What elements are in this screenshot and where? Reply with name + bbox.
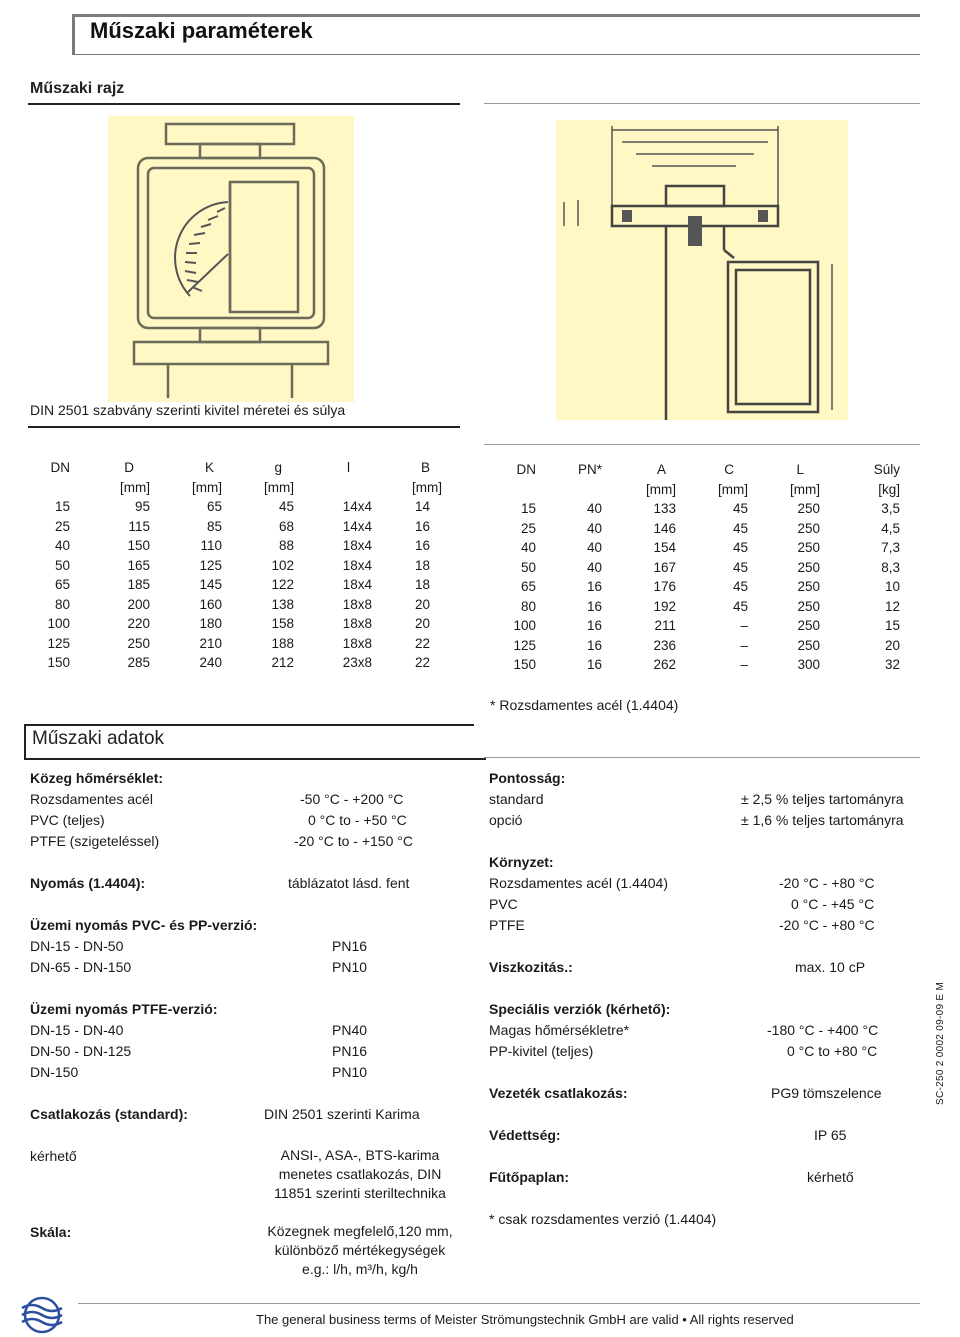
tech-data-right xyxy=(489,768,921,1230)
pn-header-l: L xyxy=(796,462,804,477)
din-table-cell: 18x8 xyxy=(342,635,372,651)
pn-header-pn: PN* xyxy=(577,462,602,477)
din-table-cell: 220 xyxy=(127,616,150,631)
din-table-cell: 100 xyxy=(47,616,70,631)
din-table-header-row xyxy=(30,458,442,478)
din-table-cell: 115 xyxy=(128,518,150,534)
pressure-row xyxy=(30,873,460,894)
scale-line: különböző mértékegységek xyxy=(274,1242,446,1258)
protection-label: Védettség: xyxy=(489,1127,561,1143)
pn-table-cell: 7,3 xyxy=(881,540,900,555)
din-table-cell: 45 xyxy=(278,499,294,514)
din-table-cell: 250 xyxy=(127,635,150,651)
pvc-pressure-title: Üzemi nyomás PVC- és PP-verzió: xyxy=(30,917,258,933)
din-unit-l xyxy=(294,478,372,498)
pn-table-cell: 3,5 xyxy=(881,501,900,516)
pn-table-row xyxy=(500,616,900,636)
special-version-value: 0 °C to +80 °C xyxy=(787,1043,878,1059)
temp-row xyxy=(30,831,460,852)
din-unit-d: [mm] xyxy=(120,479,150,495)
din-table-cell: 18x4 xyxy=(342,538,372,553)
pn-table-cell: – xyxy=(740,637,748,653)
drawing-section-title: Műszaki rajz xyxy=(30,80,125,97)
title-bottom-rule xyxy=(72,54,920,55)
din-table-cell: 188 xyxy=(271,635,294,651)
din-unit-b: [mm] xyxy=(412,479,442,495)
pn-table-cell: 32 xyxy=(884,657,900,672)
din-table-row xyxy=(30,556,442,576)
temp-value: -50 °C - +200 °C xyxy=(300,791,404,807)
pn-unit-a: [mm] xyxy=(646,481,676,497)
pvc-range: DN-15 - DN-50 xyxy=(30,938,124,954)
scale-label: Skála: xyxy=(30,1224,72,1240)
din-table-cell: 160 xyxy=(199,596,222,612)
din-table-cell: 65 xyxy=(54,577,70,592)
footer-rule xyxy=(78,1303,920,1304)
pn-table-cell: 154 xyxy=(653,540,676,555)
din-table-cell: 68 xyxy=(278,518,294,534)
din-table-cell: 285 xyxy=(127,655,150,670)
tech-data-top-rule xyxy=(24,724,474,726)
pn-table-cell: 8,3 xyxy=(881,559,900,575)
pn-table-cell: 176 xyxy=(653,579,676,594)
viscosity-label: Viszkozitás.: xyxy=(489,959,573,975)
din-table-cell: 22 xyxy=(414,655,430,670)
din-table-row xyxy=(30,634,442,654)
temp-label: PVC (teljes) xyxy=(30,812,105,828)
title-top-rule xyxy=(72,14,920,17)
page-title: Műszaki paraméterek xyxy=(90,18,313,43)
optional-values xyxy=(240,1146,480,1203)
pn-table-cell: 211 xyxy=(654,618,676,633)
din-table-cell: 16 xyxy=(414,538,430,553)
pn-table-cell: – xyxy=(740,657,748,672)
protection-row xyxy=(489,1125,921,1146)
ptfe-range: DN-50 - DN-125 xyxy=(30,1043,132,1059)
scale-line: e.g.: l/h, m³/h, kg/h xyxy=(302,1261,418,1277)
ptfe-pressure-title: Üzemi nyomás PTFE-verzió: xyxy=(30,1001,218,1017)
pn-table-row xyxy=(500,655,900,675)
pn-table-cell: 12 xyxy=(884,598,900,614)
temp-value: -20 °C to - +150 °C xyxy=(294,833,413,849)
tech-data-header xyxy=(24,724,474,760)
temp-value: 0 °C to - +50 °C xyxy=(308,812,407,828)
pn-table-footnote: * Rozsdamentes acél (1.4404) xyxy=(490,697,679,713)
pn-header-weight: Súly xyxy=(873,462,900,477)
din-table-cell: 65 xyxy=(206,499,222,514)
pn-table-cell: 45 xyxy=(732,540,748,555)
environment-value: -20 °C - +80 °C xyxy=(779,917,875,933)
pn-table-cell: 80 xyxy=(520,598,536,614)
protection-value: IP 65 xyxy=(814,1127,847,1143)
accuracy-value: ± 2,5 % teljes tartományra xyxy=(741,791,904,807)
pn-table-cell: 15 xyxy=(884,618,900,633)
environment-value: -20 °C - +80 °C xyxy=(779,875,875,891)
pn-table-cell: 40 xyxy=(586,559,602,575)
din-table-row xyxy=(30,614,442,634)
din-table-cell: 20 xyxy=(414,616,430,631)
pn-table-cell: – xyxy=(740,618,748,633)
scale-values xyxy=(240,1222,480,1279)
ptfe-pressure-row xyxy=(30,1041,460,1062)
pn-table-row xyxy=(500,499,900,519)
connection-value: DIN 2501 szerinti Karima xyxy=(264,1106,420,1122)
pn-table-cell: 125 xyxy=(513,637,536,653)
din-table-row xyxy=(30,497,442,517)
pvc-pressure-row xyxy=(30,936,460,957)
temp-label: PTFE (szigeteléssel) xyxy=(30,833,160,849)
din-table-cell: 150 xyxy=(47,655,70,670)
special-version-label: PP-kivitel (teljes) xyxy=(489,1043,594,1059)
accuracy-title: Pontosság: xyxy=(489,770,566,786)
din-table-cell: 15 xyxy=(54,499,70,514)
page-title-bar xyxy=(72,14,920,48)
din-unit-g: [mm] xyxy=(264,479,294,495)
temp-title: Közeg hőmérséklet: xyxy=(30,770,164,786)
pn-table-cell: 45 xyxy=(732,559,748,575)
pn-table-cell: 15 xyxy=(520,501,536,516)
ptfe-pressure-row xyxy=(30,1062,460,1083)
pn-unit-weight: [kg] xyxy=(878,481,900,497)
din-table-cell: 18 xyxy=(414,557,430,573)
special-version-label: Magas hőmérsékletre* xyxy=(489,1022,630,1038)
din-table-cell: 95 xyxy=(134,499,150,514)
pn-table-cell: 45 xyxy=(732,598,748,614)
din-table-cell: 125 xyxy=(199,557,222,573)
drawing-title-rule-right xyxy=(484,103,920,104)
environment-label: PVC xyxy=(489,896,518,912)
pn-table-row xyxy=(500,558,900,578)
din-table-cell: 18 xyxy=(414,577,430,592)
pn-table-cell: 250 xyxy=(797,618,820,633)
accuracy-row xyxy=(489,789,921,810)
pn-table-cell: 16 xyxy=(586,637,602,653)
special-versions-title: Speciális verziók (kérhető): xyxy=(489,1001,671,1017)
special-version-value: -180 °C - +400 °C xyxy=(767,1022,879,1038)
pn-header-dn: DN xyxy=(516,462,536,477)
pn-table-cell: 150 xyxy=(513,657,536,672)
cable-label: Vezeték csatlakozás: xyxy=(489,1085,628,1101)
optional-label: kérhető xyxy=(30,1148,77,1164)
din-table-cell: 22 xyxy=(414,635,430,651)
pn-table-row xyxy=(500,577,900,597)
tech-data-title: Műszaki adatok xyxy=(32,728,165,749)
pn-table-cell: 40 xyxy=(586,520,602,536)
din-table-cell: 102 xyxy=(271,557,294,573)
din-table-cell: 18x4 xyxy=(342,557,372,573)
pressure-label: Nyomás (1.4404): xyxy=(30,875,146,891)
tech-data-left xyxy=(30,768,460,1282)
pn-table-cell: 40 xyxy=(586,540,602,555)
viscosity-value: max. 10 cP xyxy=(795,959,866,975)
pn-table-cell: 10 xyxy=(884,579,900,594)
ptfe-pn: PN10 xyxy=(332,1064,368,1080)
ptfe-range: DN-150 xyxy=(30,1064,79,1080)
din-table-cell: 110 xyxy=(200,538,222,553)
tech-data-right-rule xyxy=(484,757,920,758)
pvc-range: DN-65 - DN-150 xyxy=(30,959,132,975)
pressure-value: táblázatot lásd. fent xyxy=(288,875,410,891)
din-table-title-rule xyxy=(28,426,460,428)
din-table-cell: 122 xyxy=(271,577,294,592)
din-table-cell: 25 xyxy=(54,518,70,534)
pn-table-cell: 250 xyxy=(797,501,820,516)
din-unit-k: [mm] xyxy=(192,479,222,495)
accuracy-label: standard xyxy=(489,791,544,807)
din-header-k: K xyxy=(204,460,214,475)
pn-unit-pn xyxy=(536,480,602,500)
pn-header-a: A xyxy=(656,462,666,477)
din-table-cell: 138 xyxy=(271,596,294,612)
pn-table-cell: 250 xyxy=(797,520,820,536)
special-footnote: * csak rozsdamentes verzió (1.4404) xyxy=(489,1211,717,1227)
pn-table-cell: 16 xyxy=(586,579,602,594)
pn-table-cell: 45 xyxy=(732,520,748,536)
din-header-dn: DN xyxy=(50,460,70,475)
temp-row xyxy=(30,810,460,831)
environment-row xyxy=(489,873,921,894)
din-table-cell: 150 xyxy=(127,538,150,553)
pn-table-cell: 40 xyxy=(586,501,602,516)
accuracy-label: opció xyxy=(489,812,523,828)
optional-line: menetes csatlakozás, DIN xyxy=(278,1166,442,1182)
din-table-cell: 240 xyxy=(199,655,222,670)
pvc-pn: PN10 xyxy=(332,959,368,975)
heating-value: kérhető xyxy=(807,1169,854,1185)
pn-table-cell: 100 xyxy=(513,618,536,633)
pn-table-cell: 16 xyxy=(586,618,602,633)
pn-table-row xyxy=(500,597,900,617)
connection-label: Csatlakozás (standard): xyxy=(30,1106,188,1122)
pn-table-cell: 4,5 xyxy=(881,520,900,536)
pn-table-cell: 250 xyxy=(797,579,820,594)
din-table-row xyxy=(30,517,442,537)
ptfe-range: DN-15 - DN-40 xyxy=(30,1022,124,1038)
din-table-cell: 40 xyxy=(54,538,70,553)
din-table-cell: 80 xyxy=(54,596,70,612)
pn-table-cell: 262 xyxy=(653,657,676,672)
special-version-row xyxy=(489,1020,921,1041)
din-table-cell: 18x8 xyxy=(342,616,372,631)
optional-connection-row xyxy=(30,1146,460,1222)
din-table-title: DIN 2501 szabvány szerinti kivitel méretei és súlya xyxy=(30,402,346,418)
pn-table-row xyxy=(500,519,900,539)
footer-text: The general business terms of Meister Strömungstechnik GmbH are valid • All rights reserved xyxy=(256,1312,794,1327)
title-left-rule xyxy=(72,14,75,55)
pn-table-cell: 25 xyxy=(520,520,536,536)
pn-table-row xyxy=(500,538,900,558)
pn-table-top-rule xyxy=(484,444,920,445)
cable-value: PG9 tömszelence xyxy=(771,1085,882,1101)
din-table-cell: 20 xyxy=(414,596,430,612)
din-table-cell: 165 xyxy=(127,557,150,573)
temp-row xyxy=(30,789,460,810)
din-table-row xyxy=(30,595,442,615)
special-version-row xyxy=(489,1041,921,1062)
din-table-row xyxy=(30,536,442,556)
din-table-row xyxy=(30,653,442,673)
pvc-pn: PN16 xyxy=(332,938,368,954)
optional-line: ANSI-, ASA-, BTS-karima xyxy=(280,1147,440,1163)
pn-table-cell: 250 xyxy=(797,637,820,653)
front-view-drawing xyxy=(108,116,354,402)
din-dimension-table xyxy=(30,458,442,673)
environment-label: Rozsdamentes acél (1.4404) xyxy=(489,875,668,891)
din-table-cell: 18x4 xyxy=(342,577,372,592)
heating-label: Fűtőpaplan: xyxy=(489,1169,570,1185)
document-code: SC-250 2 0002 09-09 E M xyxy=(935,981,946,1105)
din-table-cell: 200 xyxy=(127,596,150,612)
scale-row xyxy=(30,1222,460,1282)
din-table-cell: 145 xyxy=(199,577,222,592)
din-table-unit-row xyxy=(30,478,442,498)
ptfe-pn: PN40 xyxy=(332,1022,368,1038)
pn-table-cell: 250 xyxy=(797,540,820,555)
pn-unit-l: [mm] xyxy=(790,481,820,497)
tech-data-left-rule xyxy=(24,724,26,758)
environment-row xyxy=(489,894,921,915)
company-logo-icon xyxy=(14,1296,70,1334)
din-table-cell: 16 xyxy=(414,518,430,534)
ptfe-pressure-row xyxy=(30,1020,460,1041)
pn-unit-c: [mm] xyxy=(718,481,748,497)
din-table-cell: 14 xyxy=(414,499,430,514)
din-table-cell: 23x8 xyxy=(342,655,372,670)
pn-table-cell: 16 xyxy=(586,598,602,614)
pn-table-cell: 20 xyxy=(884,637,900,653)
optional-line: 11851 szerinti steriltechnika xyxy=(274,1185,446,1201)
pn-table-header-row xyxy=(500,460,900,480)
din-table-cell: 85 xyxy=(206,518,222,534)
pn-table-cell: 167 xyxy=(653,559,676,575)
pvc-pressure-row xyxy=(30,957,460,978)
heating-row xyxy=(489,1167,921,1188)
accuracy-row xyxy=(489,810,921,831)
pn-table-cell: 40 xyxy=(520,540,536,555)
pn-header-c: C xyxy=(724,462,734,477)
din-unit-dn xyxy=(30,478,70,498)
tech-data-bottom-rule xyxy=(24,758,486,760)
pn-table-cell: 250 xyxy=(797,559,820,575)
pn-table-cell: 16 xyxy=(586,657,602,672)
din-table-cell: 14x4 xyxy=(342,499,372,514)
drawing-title-rule xyxy=(28,103,460,105)
din-table-cell: 185 xyxy=(127,577,150,592)
pn-unit-dn xyxy=(500,480,536,500)
environment-row xyxy=(489,915,921,936)
din-table-cell: 50 xyxy=(54,557,70,573)
din-table-row xyxy=(30,575,442,595)
pn-table-cell: 65 xyxy=(520,579,536,594)
pn-table-cell: 50 xyxy=(520,559,536,575)
din-table-cell: 158 xyxy=(271,616,294,631)
din-header-d: D xyxy=(124,460,134,475)
din-table-cell: 14x4 xyxy=(342,518,372,534)
viscosity-row xyxy=(489,957,921,978)
pn-table-cell: 250 xyxy=(797,598,820,614)
din-table-cell: 212 xyxy=(271,655,294,670)
scale-line: Közegnek megfelelő,120 mm, xyxy=(267,1223,453,1239)
accuracy-value: ± 1,6 % teljes tartományra xyxy=(741,812,904,828)
pn-table-unit-row xyxy=(500,480,900,500)
pn-table-row xyxy=(500,636,900,656)
pn-table-cell: 45 xyxy=(732,501,748,516)
environment-label: PTFE xyxy=(489,917,525,933)
pn-table-cell: 192 xyxy=(653,598,676,614)
ptfe-pn: PN16 xyxy=(332,1043,368,1059)
environment-value: 0 °C - +45 °C xyxy=(791,896,875,912)
din-header-g: g xyxy=(274,460,282,475)
environment-title: Környzet: xyxy=(489,854,554,870)
temp-label: Rozsdamentes acél xyxy=(30,791,153,807)
din-table-cell: 88 xyxy=(278,538,294,553)
cable-row xyxy=(489,1083,921,1104)
din-header-b: B xyxy=(420,460,430,475)
din-table-cell: 18x8 xyxy=(342,596,372,612)
side-view-drawing xyxy=(556,120,848,420)
din-table-cell: 210 xyxy=(199,635,222,651)
pn-table-cell: 300 xyxy=(797,657,820,672)
din-table-cell: 180 xyxy=(199,616,222,631)
connection-row xyxy=(30,1104,460,1125)
din-table-cell: 125 xyxy=(47,635,70,651)
pn-weight-table xyxy=(500,460,900,675)
pn-table-cell: 236 xyxy=(653,637,676,653)
pn-table-cell: 133 xyxy=(653,501,676,516)
din-header-l: l xyxy=(347,460,350,475)
pn-table-cell: 45 xyxy=(732,579,748,594)
pn-table-cell: 146 xyxy=(653,520,676,536)
